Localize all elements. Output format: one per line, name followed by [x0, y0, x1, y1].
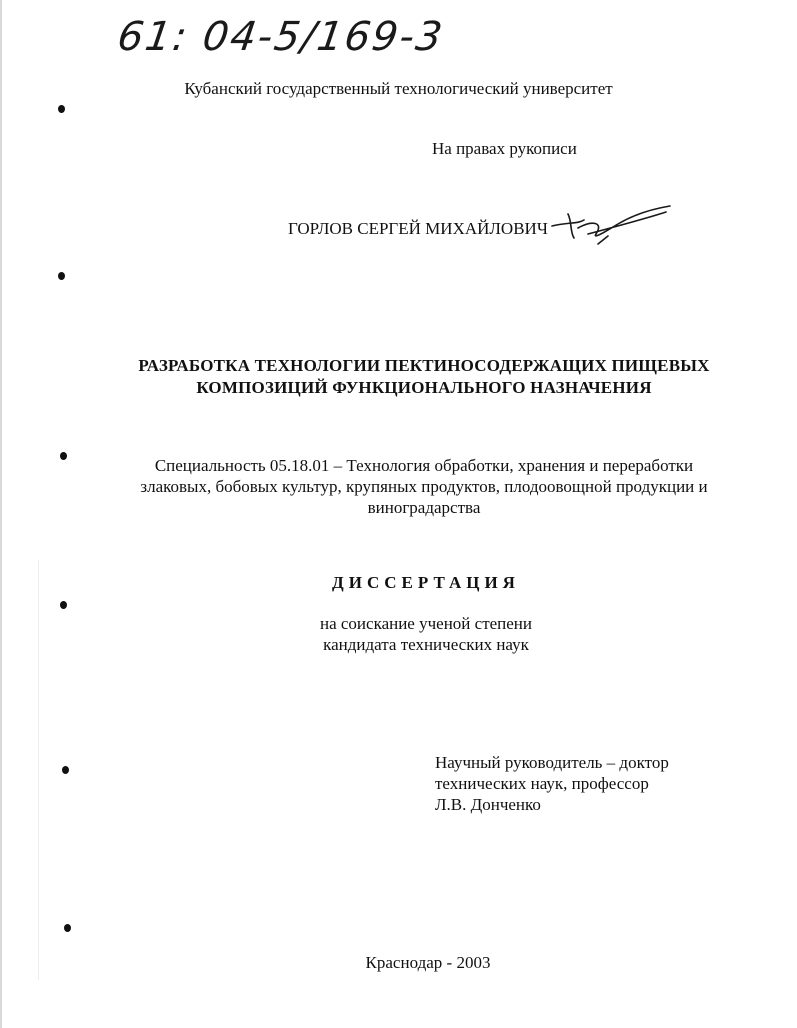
document-type: ДИССЕРТАЦИЯ: [332, 573, 520, 592]
university-name: Кубанский государственный технологический университет: [184, 79, 613, 98]
binding-hole: [58, 272, 65, 280]
specialty-line-3: виноградарства: [367, 498, 481, 517]
binding-hole: [58, 105, 65, 113]
specialty-line-2: злаковых, бобовых культур, крупяных продуктов, плодоовощной продукции и: [140, 477, 708, 496]
supervisor-line-1: Научный руководитель – доктор: [435, 753, 669, 772]
specialty-line-1: Специальность 05.18.01 – Технология обработки, хранения и переработки: [154, 456, 694, 475]
supervisor-line-3: Л.В. Донченко: [435, 795, 541, 814]
thesis-title-line-1: РАЗРАБОТКА ТЕХНОЛОГИИ ПЕКТИНОСОДЕРЖАЩИХ ПИЩЕВЫХ: [138, 356, 710, 375]
binding-hole: [64, 924, 71, 932]
city-year: Краснодар - 2003: [365, 953, 491, 972]
signature-icon: [548, 200, 673, 250]
degree-line-2: кандидата технических наук: [323, 635, 529, 654]
supervisor-line-2: технических наук, профессор: [435, 774, 649, 793]
degree-line-1: на соискание ученой степени: [319, 614, 533, 633]
binding-hole: [62, 766, 69, 774]
manuscript-note: На правах рукописи: [432, 139, 577, 158]
archive-code: 61: 04-5/169-3: [114, 14, 447, 60]
author-name: ГОРЛОВ СЕРГЕЙ МИХАЙЛОВИЧ: [288, 219, 548, 238]
binding-hole: [60, 601, 67, 609]
thesis-title-line-2: КОМПОЗИЦИЙ ФУНКЦИОНАЛЬНОГО НАЗНАЧЕНИЯ: [196, 378, 652, 397]
